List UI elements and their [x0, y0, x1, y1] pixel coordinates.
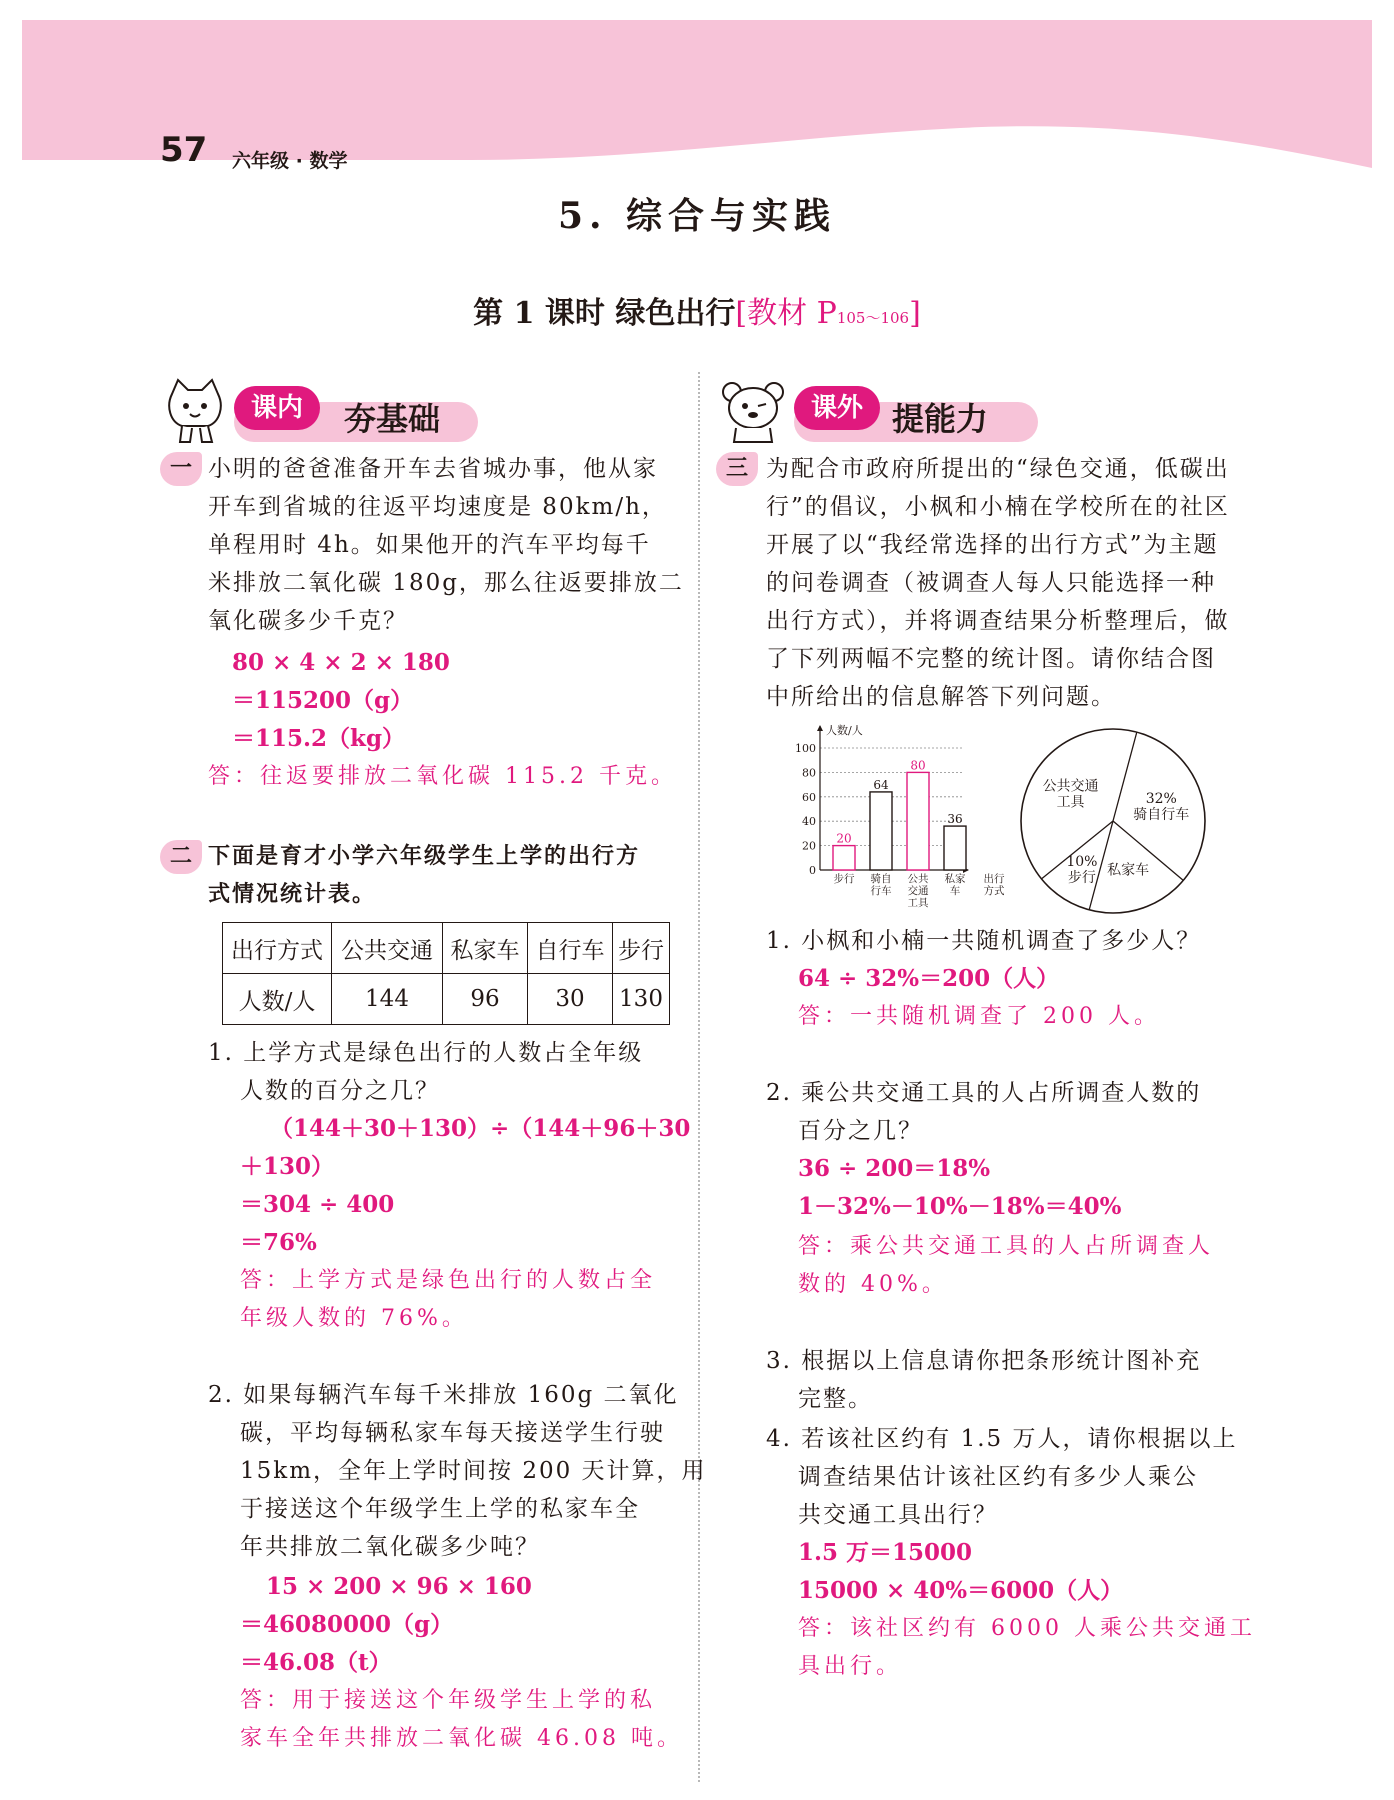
q2-sub1-answer: 答：上学方式是绿色出行的人数占全 年级人数的 76%。: [240, 1268, 657, 1331]
q3-sub4-answer: 答：该社区约有 6000 人乘公共交通工 具出行。: [798, 1616, 1256, 1679]
pie-slice-label: 10%: [1066, 853, 1098, 870]
table-header: 自行车: [528, 923, 613, 974]
table-header: 公共交通: [332, 923, 443, 974]
bear-mascot-icon: [718, 376, 788, 446]
q3-sub3-text: 3. 根据以上信息请你把条形统计图补充 完整。: [766, 1348, 1202, 1412]
pie-slice-label: 32%: [1145, 790, 1177, 807]
q3-sub1-solution: 64 ÷ 32%＝200（人）: [798, 965, 1060, 992]
tick-label: 60: [802, 790, 816, 804]
category-label: 车: [949, 885, 961, 897]
section-title-right: 提能力: [892, 400, 989, 438]
q2-sub2-text: 2. 如果每辆汽车每千米排放 160g 二氧化 碳，平均每辆私家车每天接送学生行驶 15km，全年上学时间按 200 天计算，用 于接送这个年级学生上学的私家车全 年共排放二氧化碳多少吨？: [208, 1382, 707, 1560]
tick-label: 0: [809, 864, 816, 877]
cat-mascot-icon: [160, 376, 230, 446]
data-label: 64: [873, 777, 889, 792]
category-label: 行车: [870, 885, 892, 897]
q2-sub1-solution: （144＋30＋130）÷（144＋96＋30 ＋130） ＝304 ÷ 400 ＝76%: [240, 1115, 691, 1256]
tick-label: 40: [802, 815, 816, 829]
table-cell: 130: [613, 974, 670, 1025]
pie-slice-label: 步行: [1067, 869, 1096, 886]
q3-sub4-text: 4. 若该社区约有 1.5 万人，请你根据以上 调查结果估计该社区约有多少人乘公 共交通工具出行？: [766, 1426, 1238, 1528]
table-header: 私家车: [443, 923, 528, 974]
question-number-2: 二: [160, 840, 202, 874]
data-label: 36: [947, 812, 963, 827]
tick-label: 80: [802, 766, 816, 780]
table-row: [223, 923, 670, 974]
table-cell: 96: [443, 974, 528, 1025]
q3-sub2-text: 2. 乘公共交通工具的人占所调查人数的 百分之几？: [766, 1080, 1202, 1144]
category-label: 公共: [907, 873, 929, 885]
bar: [944, 826, 966, 870]
tick-label: 100: [795, 742, 816, 755]
q1-answer: 答：往返要排放二氧化碳 115.2 千克。: [208, 764, 677, 789]
travel-table: [222, 922, 670, 1025]
bar: [870, 792, 892, 870]
pie-slice-label: 工具: [1056, 794, 1085, 811]
table-cell: 144: [332, 974, 443, 1025]
data-label: 80: [910, 758, 926, 773]
y-axis-label: 人数/人: [826, 724, 863, 737]
q3-sub1-answer: 答：一共随机调查了 200 人。: [798, 1004, 1160, 1029]
q3-sub4-solution: 1.5 万＝15000 15000 × 40%＝6000（人）: [798, 1539, 1124, 1604]
lesson-name: 第 1 课时 绿色出行: [473, 296, 736, 331]
section-tag-right: 课外: [794, 386, 880, 430]
question-number-3: 三: [716, 452, 758, 486]
pie-chart: [1016, 724, 1210, 918]
bar: [833, 846, 855, 870]
q3-sub1-text: 1. 小枫和小楠一共随机调查了多少人？: [766, 928, 1202, 954]
bar: [907, 772, 929, 870]
section-heading-left: [150, 376, 480, 448]
category-label: 步行: [833, 873, 855, 885]
section-heading-right: [712, 376, 1042, 448]
table-cell: 30: [528, 974, 613, 1025]
header-banner: [0, 0, 1394, 200]
pie-slice-label: 骑自行车: [1133, 806, 1190, 823]
tick-label: 20: [802, 839, 816, 853]
lesson-title: [0, 288, 1394, 332]
q3-sub2-solution: 36 ÷ 200＝18% 1－32%－10%－18%＝40%: [798, 1155, 1122, 1220]
category-label: 骑自: [870, 873, 892, 885]
pie-slice-label: 公共交通: [1042, 778, 1099, 795]
q2-text: 下面是育才小学六年级学生上学的出行方 式情况统计表。: [208, 844, 641, 907]
y-axis-arrow: [817, 725, 823, 731]
q3-text: 为配合市政府所提出的“绿色交通，低碳出 行”的倡议，小枫和小楠在学校所在的社区 开展了以“我经常选择的出行方式”为主题 的问卷调查（被调查人每人只能选择一种 出行方式），并将调查结果分析整理后，做 了下列两幅不完整的统计图。请你结合图 中所给出的信息解答下列问题。: [766, 456, 1230, 710]
question-number-1: 一: [160, 452, 202, 486]
q1-solution: 80 × 4 × 2 × 180 ＝115200（g） ＝115.2（kg）: [232, 649, 450, 752]
unit-title: 5. 综合与实践: [557, 195, 837, 237]
q3-sub2-answer: 答：乘公共交通工具的人占所调查人 数的 40%。: [798, 1234, 1215, 1297]
category-label: 交通: [907, 885, 929, 897]
grade-subject: 六年级 · 数学: [232, 150, 348, 172]
pie-slice-label: 私家车: [1107, 862, 1150, 879]
category-label: 工具: [907, 897, 929, 909]
category-label: 私家: [944, 873, 966, 885]
page-number: 57: [160, 130, 208, 170]
q2-sub2-solution: 15 × 200 × 96 × 160 ＝46080000（g） ＝46.08（t）: [240, 1573, 532, 1676]
column-divider: [698, 372, 700, 1782]
q2-sub2-answer: 答：用于接送这个年级学生上学的私 家车全年共排放二氧化碳 46.08 吨。: [240, 1688, 683, 1751]
table-row: [223, 974, 670, 1025]
data-label: 20: [836, 831, 852, 846]
x-axis-label: 方式: [983, 885, 1005, 897]
section-tag-left: 课内: [234, 386, 320, 430]
textbook-ref: [教材 P105～106]: [735, 296, 921, 331]
table-header: 出行方式: [223, 923, 332, 974]
section-title-left: 夯基础: [344, 400, 441, 438]
table-header: 步行: [613, 923, 670, 974]
q1-text: 小明的爸爸准备开车去省城办事，他从家 开车到省城的往返平均速度是 80km/h， 单程用时 4h。如果他开的汽车平均每千 米排放二氧化碳 180g，那么往返要排放二 氧化碳多少千克？: [208, 456, 684, 634]
bar-chart: [776, 722, 1026, 916]
q2-sub1-text: 1. 上学方式是绿色出行的人数占全年级 人数的百分之几？: [208, 1040, 644, 1104]
x-axis-label: 出行: [983, 873, 1005, 885]
table-cell: 人数/人: [223, 974, 332, 1025]
